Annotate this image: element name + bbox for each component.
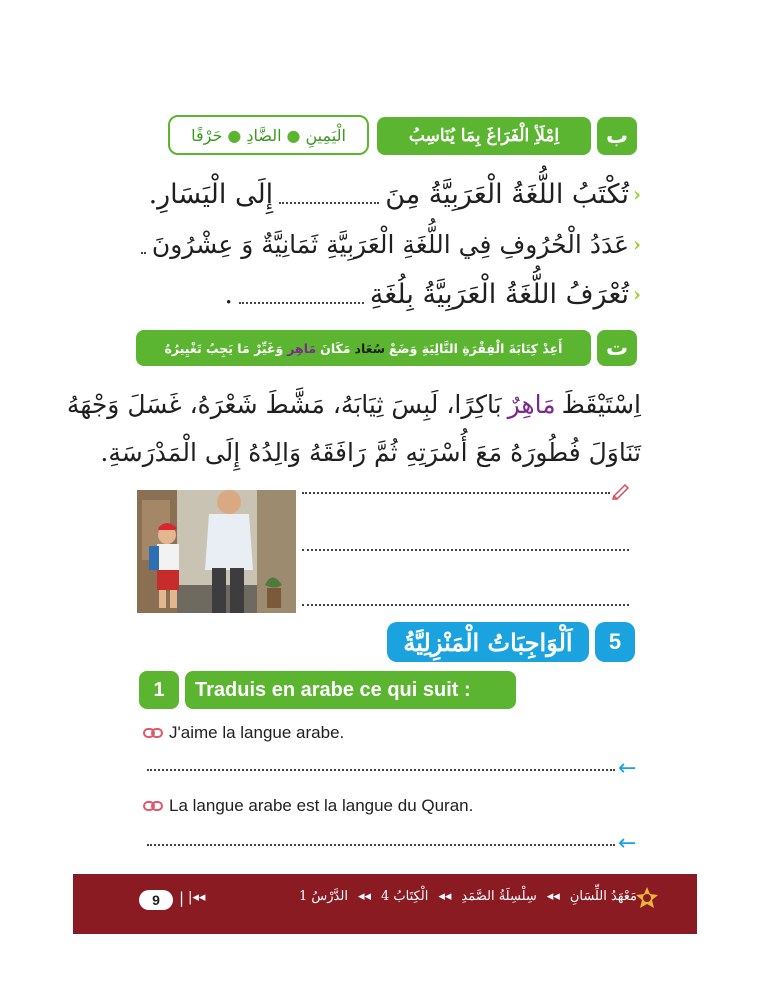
section-b-letter: ب [605,123,629,149]
chevron-icon: ‹ [633,282,641,306]
footer-book: الْكِتَابُ 4 [381,889,429,904]
section-t-letter: ت [605,335,629,361]
word-maher: مَاهِر [287,340,317,356]
chevron-icon: ‹ [633,182,641,206]
paragraph-line-2 [100,430,641,474]
sentence-2-text: عَدَدُ الْحُرُوفِ فِي اللُّغَةِ الْعَرَبِيَّةِ ثَمَانِيَّةٌ وَ عِشْرُونَ [151,229,629,259]
chevron-icon: ◂◂ [546,889,560,904]
blank-line[interactable] [141,234,144,254]
homework-number: 5 [608,629,622,654]
double-chevron-icon: |◂◂ [188,890,206,905]
footer-collection: سِلْسِلَةُ الصَّمَدِ [461,889,537,904]
bullet-icon: ● [227,125,242,145]
separator-bar: | [179,889,185,907]
writing-line[interactable] [302,488,610,494]
answer-line-2[interactable] [147,840,615,846]
section-b-instruction: اِمْلَأِ الْفَرَاغَ بِمَا يُنَاسِبُ [408,126,560,146]
section-t-instruction-bar [136,330,591,366]
exercise-item-1 [143,722,344,744]
word-bank-box [168,115,369,155]
sentence-1-end: إِلَى الْيَسَارِ. [148,178,274,210]
arrow-left-icon: ← [618,756,637,781]
homework-title: اَلْوَاجِبَاتُ الْمَنْزِلِيَّةُ [403,627,573,657]
word-suad: سُعَاد [354,340,385,356]
exercise-title: Traduis en arabe ce qui suit : [195,678,471,701]
chevron-icon: ◂◂ [438,889,452,904]
chevron-icon: ‹ [633,232,641,256]
sentence-3-end: . [224,278,233,310]
exercise-item-text: J'aime la langue arabe. [169,723,345,742]
paragraph-name: مَاهِرٌ [507,389,556,419]
bullet-icon: ● [286,125,301,145]
section-b-instruction-bar [377,117,591,155]
paragraph-line-1 [66,382,641,426]
homework-number-badge [595,622,635,662]
sentence-1-start: تُكْتَبُ اللُّغَةُ الْعَرَبِيَّةُ مِنَ [385,178,629,210]
logo-icon [635,886,659,910]
sentence-2 [141,222,641,266]
word-bank-item: حَرْفًا [191,125,223,145]
homework-title-bar [387,622,589,662]
photo-svg [137,490,296,613]
page-number-pill [139,890,173,910]
exercise-title-bar [185,671,516,709]
instruction-text: مَكَانَ [320,340,351,356]
exercise-item-text: La langue arabe est la langue du Quran. [169,796,474,815]
blank-line[interactable] [279,184,379,204]
sentence-3 [141,272,641,316]
writing-line[interactable] [302,600,629,606]
answer-line-1[interactable] [147,765,615,771]
page-number: 9 [152,892,160,908]
instruction-text: وَغَيِّرْ مَا يَجِبُ تَغْيِيرُهُ [164,340,284,356]
paragraph-text: بَاكِرًا، لَبِسَ ثِيَابَهُ، مَشَّطَ شَعْرَهُ، غَسَلَ وَجْهَهُ [66,389,502,419]
father-son-photo [137,490,296,613]
footer-bar [73,874,697,934]
section-t-letter-badge [597,330,637,366]
exercise-number-badge [139,671,179,709]
writing-line[interactable] [302,545,629,551]
chevron-icon: ◂◂ [357,889,372,904]
word-bank-item: الضَّادِ [246,125,282,145]
arrow-left-icon: ← [618,831,637,856]
word-bank-item: الْيَمِينِ [305,125,346,145]
instruction-text: أَعِدْ كِتَابَةَ الْفِقْرَةِ التَّالِيَةِ وَضَعْ [389,340,563,356]
link-icon [143,797,163,816]
blank-line[interactable] [239,284,364,304]
footer-series: مَعْهَدُ اللِّسَانِ [569,889,637,904]
footer-lesson: الدَّرْسُ 1 [298,889,348,904]
section-b-letter-badge [597,117,637,155]
link-icon [143,724,163,743]
exercise-item-2 [143,795,473,817]
paragraph-text: اِسْتَيْقَظَ [561,389,641,419]
pencil-icon [611,480,631,500]
footer-breadcrumb [237,889,637,904]
paragraph-text: تَنَاوَلَ فُطُورَهُ مَعَ أُسْرَتِهِ ثُمَّ رَافَقَهُ وَالِدُهُ إِلَى الْمَدْرَسَةِ. [100,437,641,467]
sentence-3-text: تُعْرَفُ اللُّغَةُ الْعَرَبِيَّةُ بِلُغَةِ [369,278,629,310]
exercise-number: 1 [153,678,165,701]
sentence-1 [141,172,641,216]
